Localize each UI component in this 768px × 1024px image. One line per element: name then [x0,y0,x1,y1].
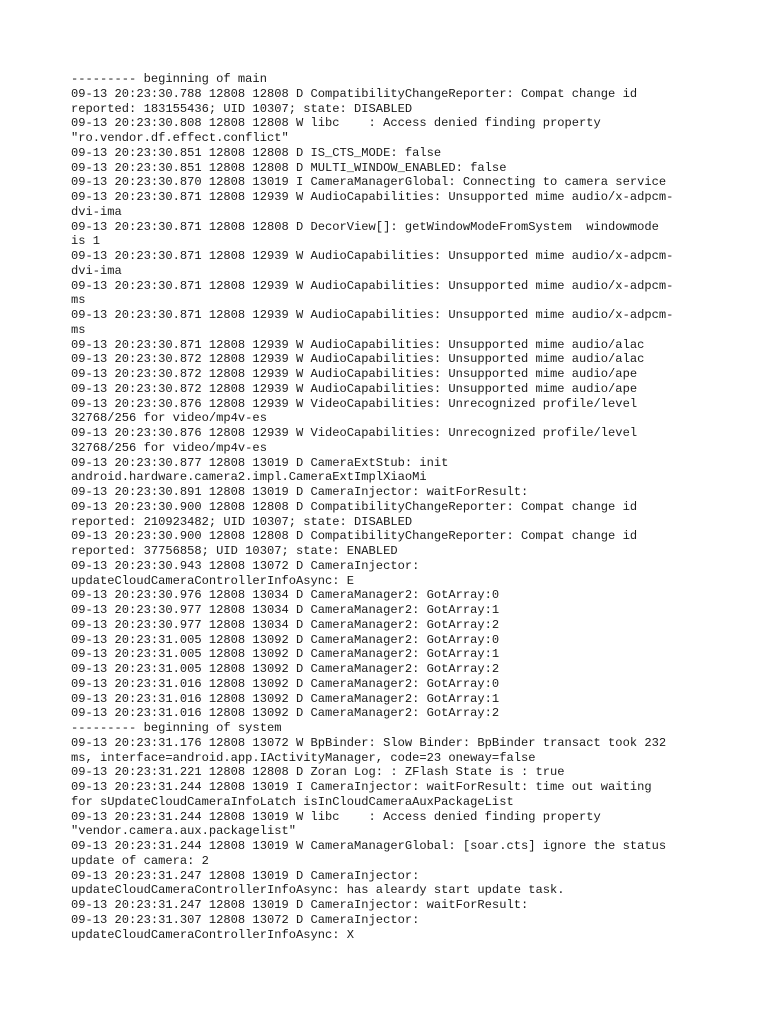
log-line: 09-13 20:23:30.851 12808 12808 D IS_CTS_MODE: false [71,145,442,160]
log-line: 09-13 20:23:30.871 12808 12939 W AudioCapabilities: Unsupported mime audio/x-adpcm- [71,278,674,293]
log-line: 09-13 20:23:30.876 12808 12939 W VideoCapabilities: Unrecognized profile/level [71,426,638,440]
log-line: 09-13 20:23:31.244 12808 13019 W libc : Access denied finding property [71,809,601,824]
log-line: dvi-ima [71,263,122,278]
log-line: "ro.vendor.df.effect.conflict" [71,131,289,145]
log-line: 09-13 20:23:31.247 12808 13019 D CameraInjector: waitForResult: [71,898,529,912]
log-line: 09-13 20:23:30.872 12808 12939 W AudioCapabilities: Unsupported mime audio/ape [71,367,638,381]
log-line: 32768/256 for video/mp4v-es [71,440,267,455]
log-line: 09-13 20:23:30.871 12808 12808 D DecorView[]: getWindowModeFromSystem windowmode [71,219,659,234]
log-line: 09-13 20:23:31.244 12808 13019 W CameraManagerGlobal: [soar.cts] ignore the status [71,839,667,853]
log-line: 09-13 20:23:30.977 12808 13034 D CameraManager2: GotArray:1 [71,603,500,617]
log-line: 09-13 20:23:31.005 12808 13092 D CameraManager2: GotArray:2 [71,662,500,676]
log-line: 09-13 20:23:30.976 12808 13034 D CameraManager2: GotArray:0 [71,588,500,603]
log-line: dvi-ima [71,204,122,219]
log-line: 09-13 20:23:30.871 12808 12939 W AudioCapabilities: Unsupported mime audio/x-adpcm- [71,308,674,322]
log-line: 09-13 20:23:30.943 12808 13072 D CameraInjector: [71,558,420,573]
log-line: 09-13 20:23:30.891 12808 13019 D CameraInjector: waitForResult: [71,485,529,499]
log-line: --------- beginning of main [71,72,267,86]
log-line: android.hardware.camera2.impl.CameraExtImplXiaoMi [71,470,427,485]
log-line: is 1 [71,234,101,249]
log-line: "vendor.camera.aux.packagelist" [71,824,296,839]
log-line: 32768/256 for video/mp4v-es [71,411,267,426]
log-line: reported: 183155436; UID 10307; state: DISABLED [71,101,413,116]
log-line: 09-13 20:23:30.788 12808 12808 D CompatibilityChangeReporter: Compat change id [71,86,638,101]
log-line: 09-13 20:23:30.808 12808 12808 W libc : Access denied finding property [71,116,601,131]
log-line: ms [71,322,86,337]
log-line: 09-13 20:23:30.900 12808 12808 D CompatibilityChangeReporter: Compat change id [71,499,638,514]
log-line: updateCloudCameraControllerInfoAsync: E [71,573,355,588]
log-line: 09-13 20:23:31.005 12808 13092 D CameraManager2: GotArray:1 [71,647,500,662]
log-line: 09-13 20:23:31.016 12808 13092 D CameraManager2: GotArray:0 [71,676,500,691]
log-line: 09-13 20:23:30.851 12808 12808 D MULTI_WINDOW_ENABLED: false [71,160,507,175]
log-line: update of camera: 2 [71,853,209,868]
log-line: 09-13 20:23:30.877 12808 13019 D CameraExtStub: init [71,455,449,470]
log-line: 09-13 20:23:31.221 12808 12808 D Zoran Log: : ZFlash State is : true [71,765,565,780]
log-line: 09-13 20:23:31.244 12808 13019 I CameraInjector: waitForResult: time out waiting [71,780,652,794]
log-line: 09-13 20:23:31.247 12808 13019 D CameraInjector: [71,868,420,883]
log-line: 09-13 20:23:30.870 12808 13019 I CameraManagerGlobal: Connecting to camera service [71,175,667,190]
log-line: 09-13 20:23:31.016 12808 13092 D CameraManager2: GotArray:1 [71,691,500,706]
log-line: 09-13 20:23:30.872 12808 12939 W AudioCapabilities: Unsupported mime audio/ape [71,381,638,396]
log-line: reported: 210923482; UID 10307; state: DISABLED [71,514,413,529]
log-line: 09-13 20:23:31.005 12808 13092 D CameraManager2: GotArray:0 [71,632,500,647]
log-line: reported: 37756858; UID 10307; state: ENABLED [71,544,398,558]
log-line: 09-13 20:23:30.871 12808 12939 W AudioCapabilities: Unsupported mime audio/x-adpcm- [71,190,674,204]
log-line: 09-13 20:23:30.900 12808 12808 D CompatibilityChangeReporter: Compat change id [71,529,638,544]
log-line: 09-13 20:23:30.871 12808 12939 W AudioCapabilities: Unsupported mime audio/alac [71,337,645,352]
log-line: updateCloudCameraControllerInfoAsync: has aleardy start update task. [71,883,565,898]
log-line: 09-13 20:23:30.977 12808 13034 D CameraManager2: GotArray:2 [71,617,500,632]
log-document [71,72,711,942]
log-line: --------- beginning of system [71,721,282,735]
log-line: 09-13 20:23:31.176 12808 13072 W BpBinder: Slow Binder: BpBinder transact took 232 [71,735,667,750]
log-line: 09-13 20:23:30.876 12808 12939 W VideoCapabilities: Unrecognized profile/level [71,396,638,411]
log-line: 09-13 20:23:30.872 12808 12939 W AudioCapabilities: Unsupported mime audio/alac [71,352,645,367]
log-line: for sUpdateCloudCameraInfoLatch isInCloudCameraAuxPackageList [71,794,514,809]
log-line: 09-13 20:23:31.016 12808 13092 D CameraManager2: GotArray:2 [71,706,500,721]
log-line: 09-13 20:23:31.307 12808 13072 D CameraInjector: [71,912,420,927]
log-line: updateCloudCameraControllerInfoAsync: X [71,927,355,942]
log-line: 09-13 20:23:30.871 12808 12939 W AudioCapabilities: Unsupported mime audio/x-adpcm- [71,249,674,263]
log-line: ms [71,293,86,308]
log-line: ms, interface=android.app.IActivityManager, code=23 oneway=false [71,750,536,765]
